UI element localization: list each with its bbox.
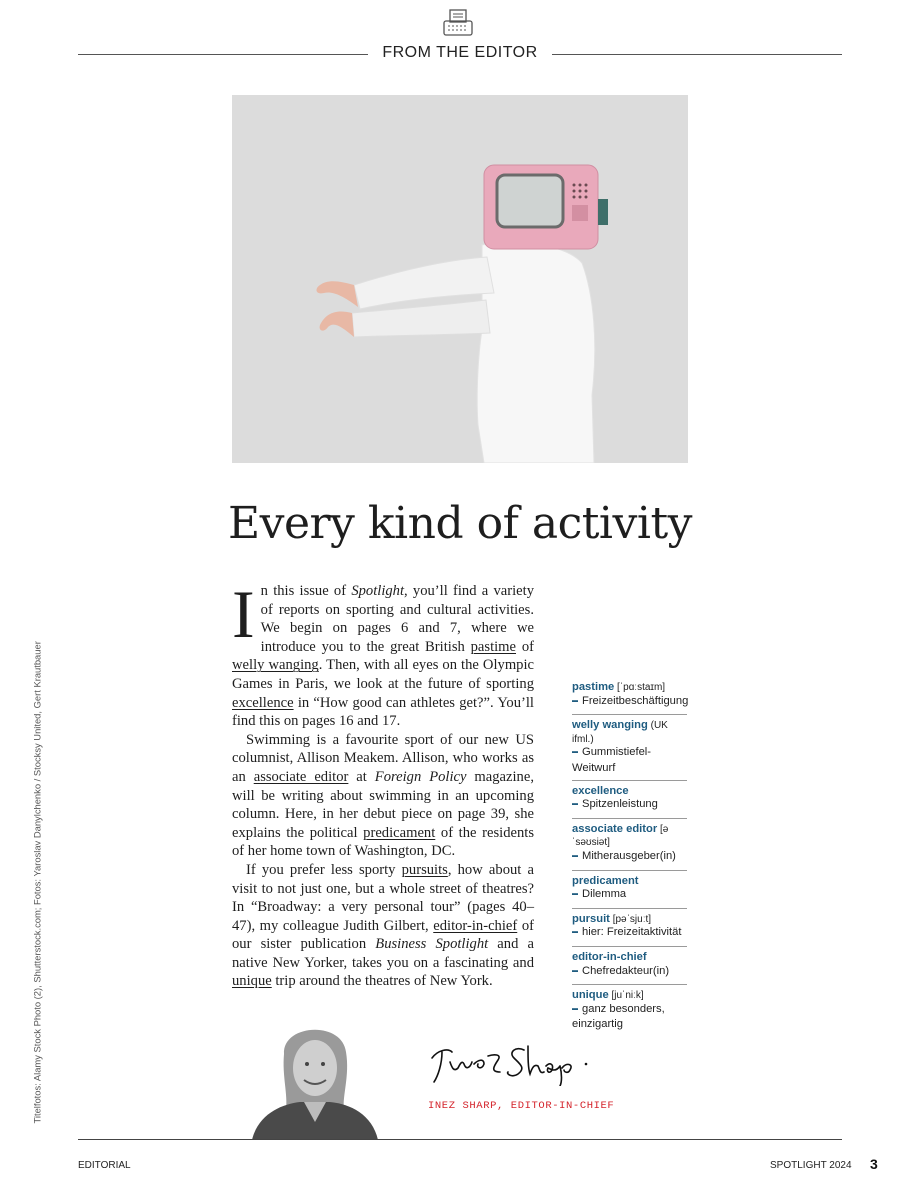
page-number: 3 — [870, 1156, 878, 1172]
glossary-entry — [572, 822, 687, 871]
glossary-definition: ▬ Mitherausgeber(in) — [572, 850, 687, 866]
glossary-pronunciation: [juˈniːk] — [608, 990, 644, 1002]
body-paragraph: If you prefer less sporty pursuits, how about a visit to not just one, but a whole street of theatres? In “Broadway: a very personal tour” (pages 40–47), my colleague Judith Gilbert, editor-in-chief of our sister publication Business Spotlight and a native New Yorker, takes you on a fascinating and unique trip around the theatres of New York. — [232, 861, 534, 990]
italic-title: Spotlight — [351, 583, 405, 599]
glossary-pronunciation: [ˈpɑːstaɪm] — [614, 682, 666, 693]
glossary-entry — [572, 784, 687, 819]
glossary-term: associate editor — [572, 822, 658, 835]
glossary-term: welly wanging — [572, 719, 648, 732]
section-header: FROM THE EDITOR — [382, 44, 538, 61]
editor-name-label: INEZ SHARP, EDITOR-IN-CHIEF — [428, 1100, 615, 1112]
glossary-pronunciation: [əˈsəʊsiət] — [572, 823, 669, 849]
glossary-definition: ▬ ganz besonders, einzigartig — [572, 1003, 687, 1032]
footer-rule — [78, 1139, 842, 1140]
glossary-term-link: editor-in-chief — [433, 917, 518, 934]
glossary-sidebar — [572, 680, 687, 1039]
glossary-term: editor-in-chief — [572, 950, 647, 963]
header-rule-right — [552, 54, 842, 55]
glossary-term-link: pursuits — [401, 861, 448, 878]
glossary-term: predicament — [572, 874, 639, 887]
glossary-entry — [572, 950, 687, 985]
glossary-pronunciation: [pəˈsjuːt] — [609, 913, 652, 925]
typewriter-icon — [440, 8, 476, 40]
glossary-term-link: unique — [232, 973, 272, 990]
glossary-term: pursuit — [572, 912, 610, 925]
glossary-entry — [572, 988, 687, 1036]
body-paragraph: Swimming is a favourite sport of our new US columnist, Allison Meakem. Allison, who works as an associate editor at Foreign Policy magazine, will be writing about swimming in an upcoming column. Here, in her debut piece on page 39, she explains the political predicament of the residents of her home town of Washington, DC. — [232, 731, 535, 860]
glossary-term-link: pastime — [470, 638, 517, 655]
glossary-entry — [572, 718, 687, 780]
glossary-term-link: predicament — [363, 824, 436, 841]
italic-title: Foreign Policy — [374, 768, 467, 785]
article-headline: Every kind of activity — [228, 498, 692, 549]
footer-publication: SPOTLIGHT 2024 — [770, 1160, 852, 1171]
drop-cap: I — [232, 576, 255, 652]
header-rule-left — [78, 54, 368, 55]
glossary-definition: ▬ Chefredakteur(in) — [572, 965, 687, 981]
glossary-pronunciation: (UK ifml.) — [572, 720, 668, 745]
glossary-definition: ▬ Freizeitbeschäftigung — [572, 695, 687, 711]
body-paragraph: n this issue of Spotlight, you’ll find a variety of reports on sporting and cultural activities. We begin on pages 6 and 7, where we introduce you to the great British pastime of welly wanging. Then, with all eyes on the Olympic Games in Paris, we look at the future of sporting excellence in “How good can athletes get?”. You’ll find this on pages 16 and 17. — [232, 583, 534, 730]
glossary-term: unique — [572, 989, 609, 1002]
italic-title: Business Spotlight — [375, 936, 489, 953]
glossary-entry — [572, 912, 687, 947]
glossary-definition: ▬ Spitzenleistung — [572, 798, 687, 814]
glossary-definition: ▬ Gummistiefel-Weitwurf — [572, 746, 687, 775]
glossary-entry — [572, 874, 687, 909]
glossary-term: pastime — [572, 681, 615, 693]
glossary-term-link: associate editor — [253, 768, 349, 785]
glossary-term-link: welly wanging — [232, 657, 319, 674]
article-body — [232, 576, 535, 991]
photo-credit: Titelfotos: Alamy Stock Photo (2), Shutterstock.com; Fotos: Yaroslav Danylchenko / Stocksy United, Gert Krautbauer — [31, 641, 43, 1124]
glossary-definition: ▬ hier: Freizeitaktivität — [572, 926, 687, 942]
glossary-entry — [572, 680, 687, 715]
footer-section: EDITORIAL — [78, 1160, 131, 1171]
glossary-term-link: excellence — [232, 694, 294, 711]
glossary-definition: ▬ Dilemma — [572, 888, 687, 904]
hero-photo — [232, 95, 688, 463]
editor-signature — [428, 1038, 598, 1086]
glossary-term: excellence — [572, 784, 629, 797]
editor-portrait — [232, 1014, 396, 1140]
